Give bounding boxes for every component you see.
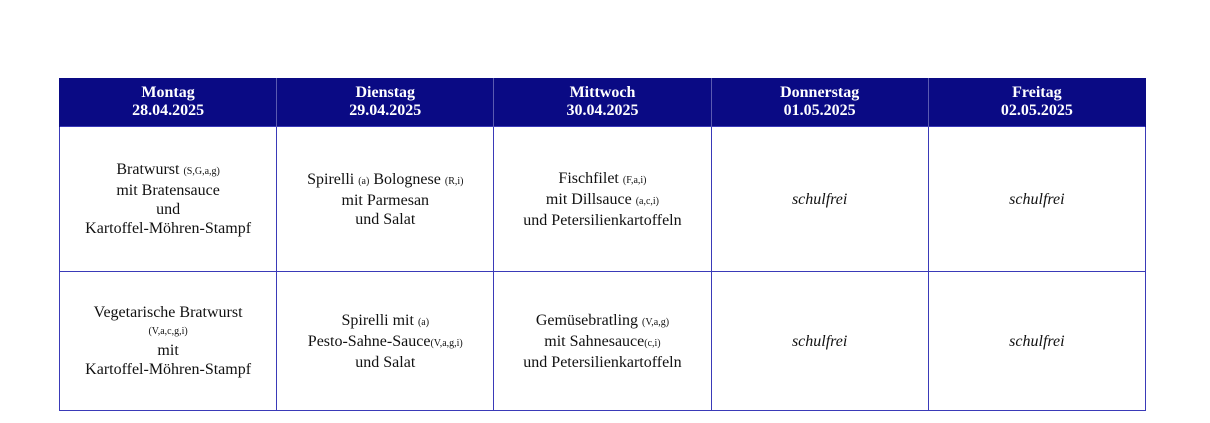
dish-text: mit Sahnesauce — [544, 332, 645, 350]
weekly-menu-table — [59, 78, 1146, 411]
dish-text: Spirelli — [307, 170, 359, 188]
day-date: 28.04.2025 — [132, 102, 205, 119]
day-date: 29.04.2025 — [349, 102, 422, 119]
day-header-tuesday — [277, 78, 494, 127]
menu-cell-tuesday — [277, 272, 494, 411]
menu-cell-monday — [60, 127, 277, 272]
day-header-friday — [928, 78, 1145, 127]
menu-cell-friday: schulfrei — [928, 127, 1145, 272]
dish-line — [283, 170, 487, 191]
dish-line: mit Parmesan — [341, 191, 430, 209]
dish-line: Vegetarische Bratwurst — [93, 304, 243, 321]
day-header-wednesday — [494, 78, 711, 127]
allergen-codes: (R,i) — [444, 175, 464, 187]
allergen-codes: (c,i) — [644, 337, 661, 349]
dish-line: und — [156, 201, 181, 218]
dish-text: Spirelli mit — [341, 311, 418, 329]
dish-line: und Petersilienkartoffeln — [523, 211, 682, 229]
dish-text: Gemüsebratling — [535, 311, 643, 329]
allergen-codes: (a) — [417, 316, 430, 328]
dish-line — [500, 311, 704, 332]
dish-line — [500, 190, 704, 211]
day-name: Donnerstag — [780, 84, 860, 101]
allergen-codes: (a,c,i) — [635, 195, 660, 207]
dish-line: Kartoffel-Möhren-Stampf — [85, 220, 252, 237]
dish-line: und Salat — [355, 210, 416, 228]
dish-line — [66, 160, 270, 181]
dish-line — [500, 169, 704, 190]
dish-line: Kartoffel-Möhren-Stampf — [85, 361, 252, 378]
allergen-codes: (S,G,a,g) — [183, 166, 220, 177]
menu-cell-monday — [60, 272, 277, 411]
dish-line — [283, 311, 487, 332]
allergen-codes: (V,a,c,g,i) — [148, 326, 188, 337]
day-header-thursday — [711, 78, 928, 127]
dish-line: und Salat — [355, 353, 416, 371]
dish-line: mit — [157, 342, 179, 359]
menu-cell-tuesday — [277, 127, 494, 272]
day-name: Montag — [141, 84, 195, 101]
dish-line: und Petersilienkartoffeln — [523, 353, 682, 371]
dish-text: Pesto-Sahne-Sauce — [307, 332, 431, 350]
dish-text: Bratwurst — [116, 161, 184, 178]
allergen-codes: (F,a,i) — [622, 174, 647, 186]
menu-cell-friday: schulfrei — [928, 272, 1145, 411]
day-date: 30.04.2025 — [566, 102, 639, 119]
dish-text: mit Dillsauce — [545, 190, 636, 208]
dish-text: Bolognese — [369, 170, 445, 188]
day-name: Freitag — [1012, 84, 1062, 101]
allergen-codes: (V,a,g,i) — [430, 337, 463, 349]
dish-text: Fischfilet — [558, 169, 623, 187]
day-header-monday — [60, 78, 277, 127]
menu-cell-wednesday — [494, 127, 711, 272]
dish-line: mit Bratensauce — [116, 182, 220, 199]
day-date: 02.05.2025 — [1000, 102, 1073, 119]
menu-row-1 — [60, 127, 1146, 272]
dish-line — [283, 332, 487, 353]
menu-row-2 — [60, 272, 1146, 411]
day-header-row — [60, 78, 1146, 127]
day-name: Dienstag — [355, 84, 416, 101]
allergen-codes: (a) — [358, 175, 370, 187]
day-date: 01.05.2025 — [783, 102, 856, 119]
dish-line — [500, 332, 704, 353]
menu-cell-thursday: schulfrei — [711, 272, 928, 411]
day-name: Mittwoch — [569, 84, 636, 101]
allergen-codes: (V,a,g) — [642, 316, 670, 328]
menu-cell-thursday: schulfrei — [711, 127, 928, 272]
menu-cell-wednesday — [494, 272, 711, 411]
